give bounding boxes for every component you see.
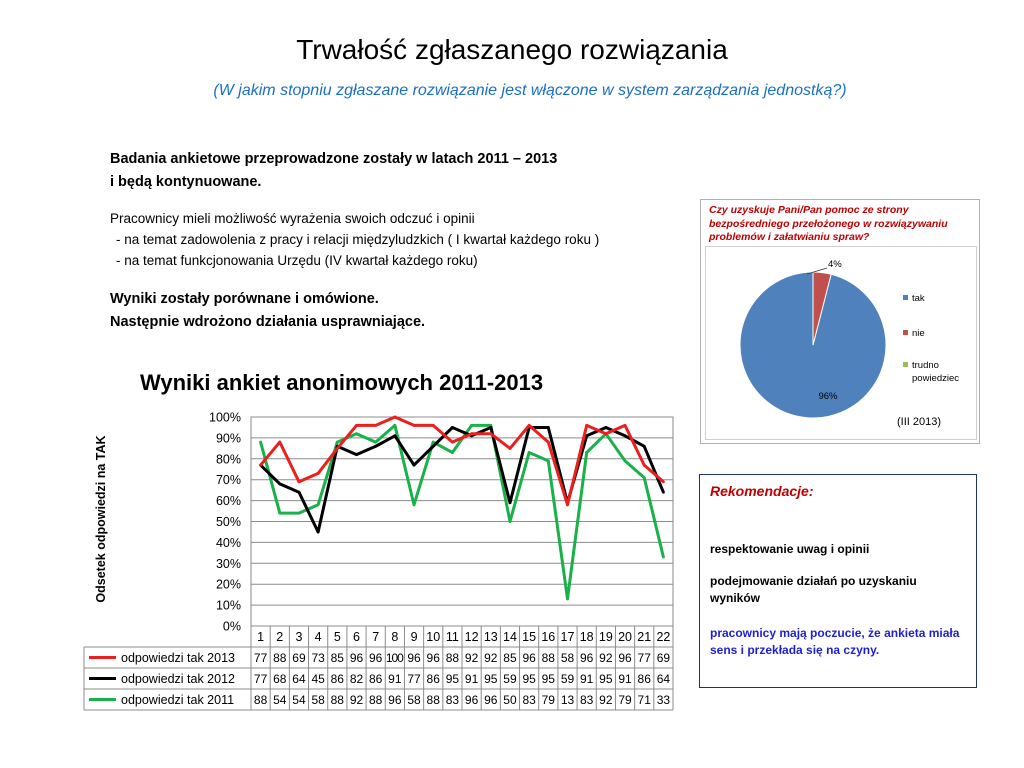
table-cell: 88 [541,651,555,665]
table-cell: 69 [656,651,671,665]
data-point [432,445,435,448]
y-tick-label: 20% [215,577,241,592]
data-point [355,424,358,427]
data-point [662,491,665,494]
table-cell: 92 [599,651,613,665]
data-point [317,503,320,506]
data-point [259,464,262,467]
data-point [451,441,454,444]
table-cell: 83 [522,693,536,707]
x-tick-label: 17 [560,630,575,644]
data-point [393,434,396,437]
table-cell: 96 [484,693,498,707]
pie-data-label: 4% [828,259,842,270]
legend-label: powiedziec [912,373,959,384]
table-cell: 96 [407,651,421,665]
table-cell: 95 [541,672,555,686]
table-cell: 58 [311,693,325,707]
data-point [643,445,646,448]
x-tick-label: 22 [656,630,671,644]
data-point [489,432,492,435]
series-line [261,425,664,598]
table-cell: 64 [292,672,306,686]
data-point [604,432,607,435]
data-point [317,531,320,534]
page-title: Trwałość zgłaszanego rozwiązania [296,34,728,65]
x-tick-label: 9 [410,630,418,644]
table-cell: 64 [656,672,671,686]
data-point [528,451,531,454]
x-tick-label: 8 [391,630,399,644]
table-cell: 54 [292,693,306,707]
table-cell: 92 [464,651,479,665]
data-point [393,416,396,419]
data-point [336,447,339,450]
table-cell: 95 [599,672,613,686]
x-tick-label: 21 [637,630,652,644]
page-subtitle: (W jakim stopniu zgłaszane rozwiązanie jest włączone w system zarządzania jednostką?) [213,82,847,99]
table-cell: 85 [330,651,344,665]
recommendation-item: respektowanie uwag i opinii [710,542,870,556]
table-cell: 71 [637,693,651,707]
data-point [566,597,569,600]
table-cell: 96 [618,651,632,665]
data-point [585,424,588,427]
pie-chart-question: Czy uzyskuje Pani/Pan pomoc ze strony bezpośredniego przełożonego w rozwiązywaniu problemów i załatwianiu spraw? [709,204,948,243]
x-tick-label: 6 [353,630,360,644]
legend-label: odpowiedzi tak 2013 [121,651,235,665]
pie-chart-panel [700,199,980,444]
pie-data-label: 96% [818,391,838,402]
table-cell: 68 [273,672,287,686]
x-tick-label: 2 [276,630,284,644]
x-tick-label: 3 [295,630,303,644]
data-point [624,424,627,427]
data-point [528,424,531,427]
data-point [624,434,627,437]
x-tick-label: 7 [372,630,380,644]
data-point [470,432,473,435]
table-cell: 91 [580,672,594,686]
data-point [432,441,435,444]
y-tick-label: 10% [215,598,241,613]
y-tick-label: 0% [222,619,241,634]
data-point [298,512,301,515]
data-point [355,432,358,435]
data-point [278,482,281,485]
table-cell: 82 [349,672,364,686]
x-tick-label: 12 [464,630,479,644]
table-cell: 91 [618,672,632,686]
legend-label: odpowiedzi tak 2011 [121,693,235,707]
data-point [643,476,646,479]
data-point [451,426,454,429]
table-cell: 96 [580,651,594,665]
data-point [489,426,492,429]
table-cell: 91 [464,672,479,686]
intro-bullet-1: - na temat zadowolenia z pracy i relacji międzyludzkich ( I kwartał każdego roku ) [116,232,600,247]
table-cell: 13 [560,693,575,707]
table-cell: 86 [369,672,383,686]
data-point [413,503,416,506]
data-point [566,503,569,506]
x-tick-label: 5 [333,630,341,644]
table-cell: 77 [253,672,268,686]
x-tick-label: 4 [314,630,322,644]
table-cell: 73 [311,651,325,665]
table-cell: 88 [426,693,440,707]
intro-line-4: Wyniki zostały porównane i omówione. [110,291,379,307]
chart-y-axis-label: Odsetek odpowiedzi na TAK [94,435,108,603]
y-tick-label: 90% [215,431,241,446]
recommendation-item: pracownicy mają poczucie, że ankieta miała sens i przekłada się na czyny. [710,626,960,657]
pie-chart-frame [705,246,977,440]
legend-label: tak [912,293,925,304]
data-point [317,472,320,475]
table-cell: 96 [426,651,440,665]
recommendations-panel [699,474,977,688]
chart-title: Wyniki ankiet anonimowych 2011-2013 [140,370,544,395]
data-point [278,512,281,515]
table-cell: 92 [349,693,364,707]
table-cell: 91 [388,672,402,686]
table-cell: 96 [369,651,383,665]
table-cell: 96 [388,693,402,707]
recommendations-title: Rekomendacje: [710,483,814,499]
table-cell: 50 [503,693,517,707]
x-tick-label: 16 [541,630,556,644]
data-point [393,424,396,427]
data-point [470,424,473,427]
table-cell: 79 [541,693,555,707]
table-cell: 88 [330,693,344,707]
x-tick-label: 14 [503,630,517,644]
x-tick-label: 20 [618,630,632,644]
x-tick-label: 15 [522,630,537,644]
pie-chart [706,247,976,439]
y-tick-label: 30% [215,556,241,571]
table-cell: 95 [445,672,460,686]
data-point [509,520,512,523]
data-point [585,451,588,454]
data-point [374,424,377,427]
data-point [298,480,301,483]
table-cell: 85 [503,651,517,665]
data-point [432,424,435,427]
y-tick-label: 70% [215,473,241,488]
data-point [662,556,665,559]
y-tick-label: 60% [215,494,241,509]
table-cell: 83 [445,693,460,707]
data-point [547,459,550,462]
y-tick-label: 50% [215,515,241,529]
y-tick-label: 100% [209,410,241,425]
legend-label: nie [912,328,925,339]
table-cell: 58 [560,651,575,665]
table-cell: 86 [330,672,344,686]
table-cell: 83 [580,693,594,707]
table-cell: 100 [385,651,404,665]
table-cell: 92 [599,693,613,707]
data-point [662,480,665,483]
table-cell: 88 [273,651,287,665]
y-tick-label: 80% [215,452,241,467]
data-point [413,464,416,467]
table-cell: 59 [503,672,517,686]
table-cell: 88 [445,651,460,665]
legend-swatch [903,295,908,300]
table-cell: 92 [484,651,498,665]
data-point [336,441,339,444]
x-tick-label: 18 [579,630,594,644]
table-cell: 88 [369,693,383,707]
table-cell: 86 [637,672,651,686]
table-cell: 96 [522,651,536,665]
x-tick-label: 19 [598,630,613,644]
data-point [413,424,416,427]
data-point [547,426,550,429]
intro-line-1: Badania ankietowe przeprowadzone zostały w latach 2011 – 2013 [110,151,558,167]
intro-line-2: i będą kontynuowane. [110,174,262,190]
table-cell: 96 [464,693,479,707]
legend-swatch [903,362,908,367]
data-point [259,441,262,444]
data-point [298,491,301,494]
table-cell: 86 [426,672,440,686]
table-cell: 33 [656,693,671,707]
table-cell: 77 [253,651,268,665]
intro-bullet-2: - na temat funkcjonowania Urzędu (IV kwartał każdego roku) [116,253,478,268]
table-cell: 54 [273,693,287,707]
data-point [451,451,454,454]
data-point [604,426,607,429]
legend-label: trudno [912,360,939,371]
table-cell: 77 [407,672,421,686]
x-tick-label: 11 [445,630,459,644]
x-tick-label: 10 [426,630,441,644]
data-point [547,441,550,444]
table-cell: 88 [253,693,268,707]
data-point [624,459,627,462]
table-cell: 59 [560,672,575,686]
table-cell: 45 [311,672,325,686]
intro-line-3: Pracownicy mieli możliwość wyrażenia swoich odczuć i opinii [110,211,475,226]
recommendation-item: podejmowanie działań po uzyskaniu wyników [710,574,917,605]
table-cell: 69 [292,651,306,665]
intro-line-5: Następnie wdrożono działania usprawniające. [110,314,426,330]
data-point [355,453,358,456]
table-cell: 79 [618,693,632,707]
data-point [374,445,377,448]
x-tick-label: 1 [257,630,265,644]
table-cell: 77 [637,651,651,665]
legend-label: odpowiedzi tak 2012 [121,672,235,686]
data-point [643,464,646,467]
pie-chart-note: (III 2013) [897,416,942,428]
y-tick-label: 40% [215,535,241,550]
data-point [509,501,512,504]
table-cell: 95 [522,672,536,686]
data-point [509,447,512,450]
table-cell: 95 [484,672,498,686]
x-tick-label: 13 [483,630,498,644]
table-cell: 96 [349,651,364,665]
data-point [374,441,377,444]
data-point [278,441,281,444]
table-cell: 58 [407,693,421,707]
legend-swatch [903,330,908,335]
